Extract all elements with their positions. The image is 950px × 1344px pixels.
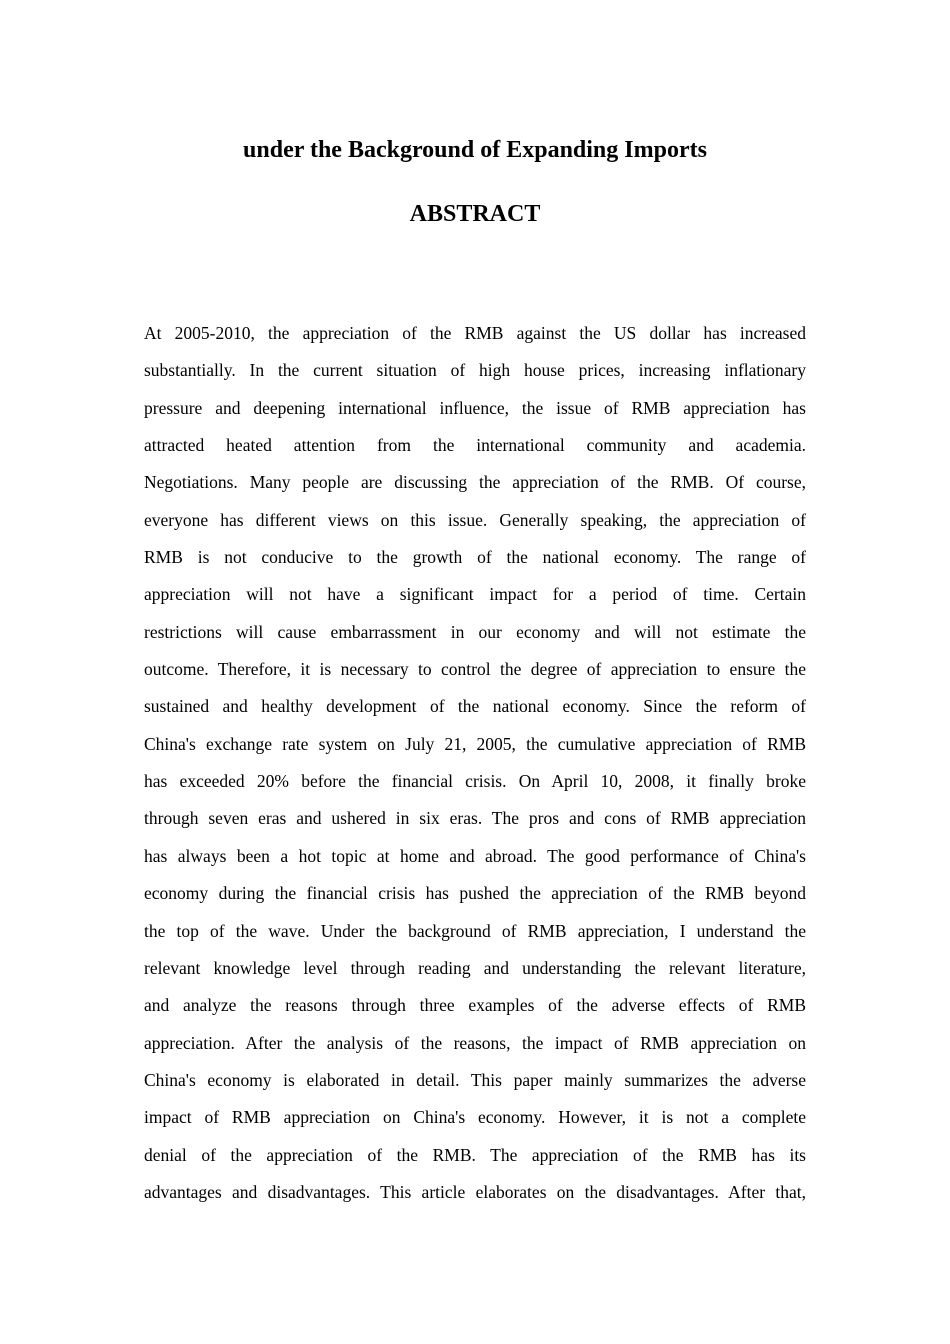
body-line: RMB is not conducive to the growth of the national economy. The range of <box>144 547 806 568</box>
body-line: appreciation will not have a significant impact for a period of time. Certain <box>144 584 806 605</box>
abstract-heading: ABSTRACT <box>409 201 541 227</box>
body-line: denial of the appreciation of the RMB. The appreciation of the RMB has its <box>144 1144 806 1165</box>
body-line: outcome. Therefore, it is necessary to control the degree of appreciation to ensure the <box>144 659 806 680</box>
body-line: has always been a hot topic at home and abroad. The good performance of China's <box>144 845 806 866</box>
body-line: At 2005-2010, the appreciation of the RMB against the US dollar has increased <box>144 323 806 343</box>
body-line: appreciation. After the analysis of the reasons, the impact of RMB appreciation on <box>144 1032 806 1053</box>
body-line: impact of RMB appreciation on China's economy. However, it is not a complete <box>144 1107 806 1128</box>
body-line: attracted heated attention from the international community and academia. <box>144 435 806 456</box>
body-line: substantially. In the current situation of high house prices, increasing inflationary <box>144 360 806 381</box>
body-line: restrictions will cause embarrassment in our economy and will not estimate the <box>144 621 806 642</box>
document-title: under the Background of Expanding Imports <box>243 137 707 163</box>
body-line: advantages and disadvantages. This article elaborates on the disadvantages. After that, <box>144 1181 806 1202</box>
body-line: the top of the wave. Under the background of RMB appreciation, I understand the <box>144 920 806 941</box>
body-line: pressure and deepening international influence, the issue of RMB appreciation has <box>144 397 806 418</box>
body-line: through seven eras and ushered in six eras. The pros and cons of RMB appreciation <box>144 808 806 829</box>
body-line: everyone has different views on this issue. Generally speaking, the appreciation of <box>144 509 806 530</box>
body-line: has exceeded 20% before the financial crisis. On April 10, 2008, it finally broke <box>144 771 806 792</box>
body-line: China's exchange rate system on July 21, 2005, the cumulative appreciation of RMB <box>144 733 806 754</box>
body-line: sustained and healthy development of the national economy. Since the reform of <box>144 696 806 717</box>
body-line: economy during the financial crisis has pushed the appreciation of the RMB beyond <box>144 883 806 904</box>
body-line: Negotiations. Many people are discussing the appreciation of the RMB. Of course, <box>144 472 806 493</box>
body-line: relevant knowledge level through reading and understanding the relevant literature, <box>144 957 806 978</box>
body-line: and analyze the reasons through three examples of the adverse effects of RMB <box>144 995 806 1016</box>
body-line: China's economy is elaborated in detail. This paper mainly summarizes the adverse <box>144 1069 806 1090</box>
abstract-body <box>144 315 806 1211</box>
